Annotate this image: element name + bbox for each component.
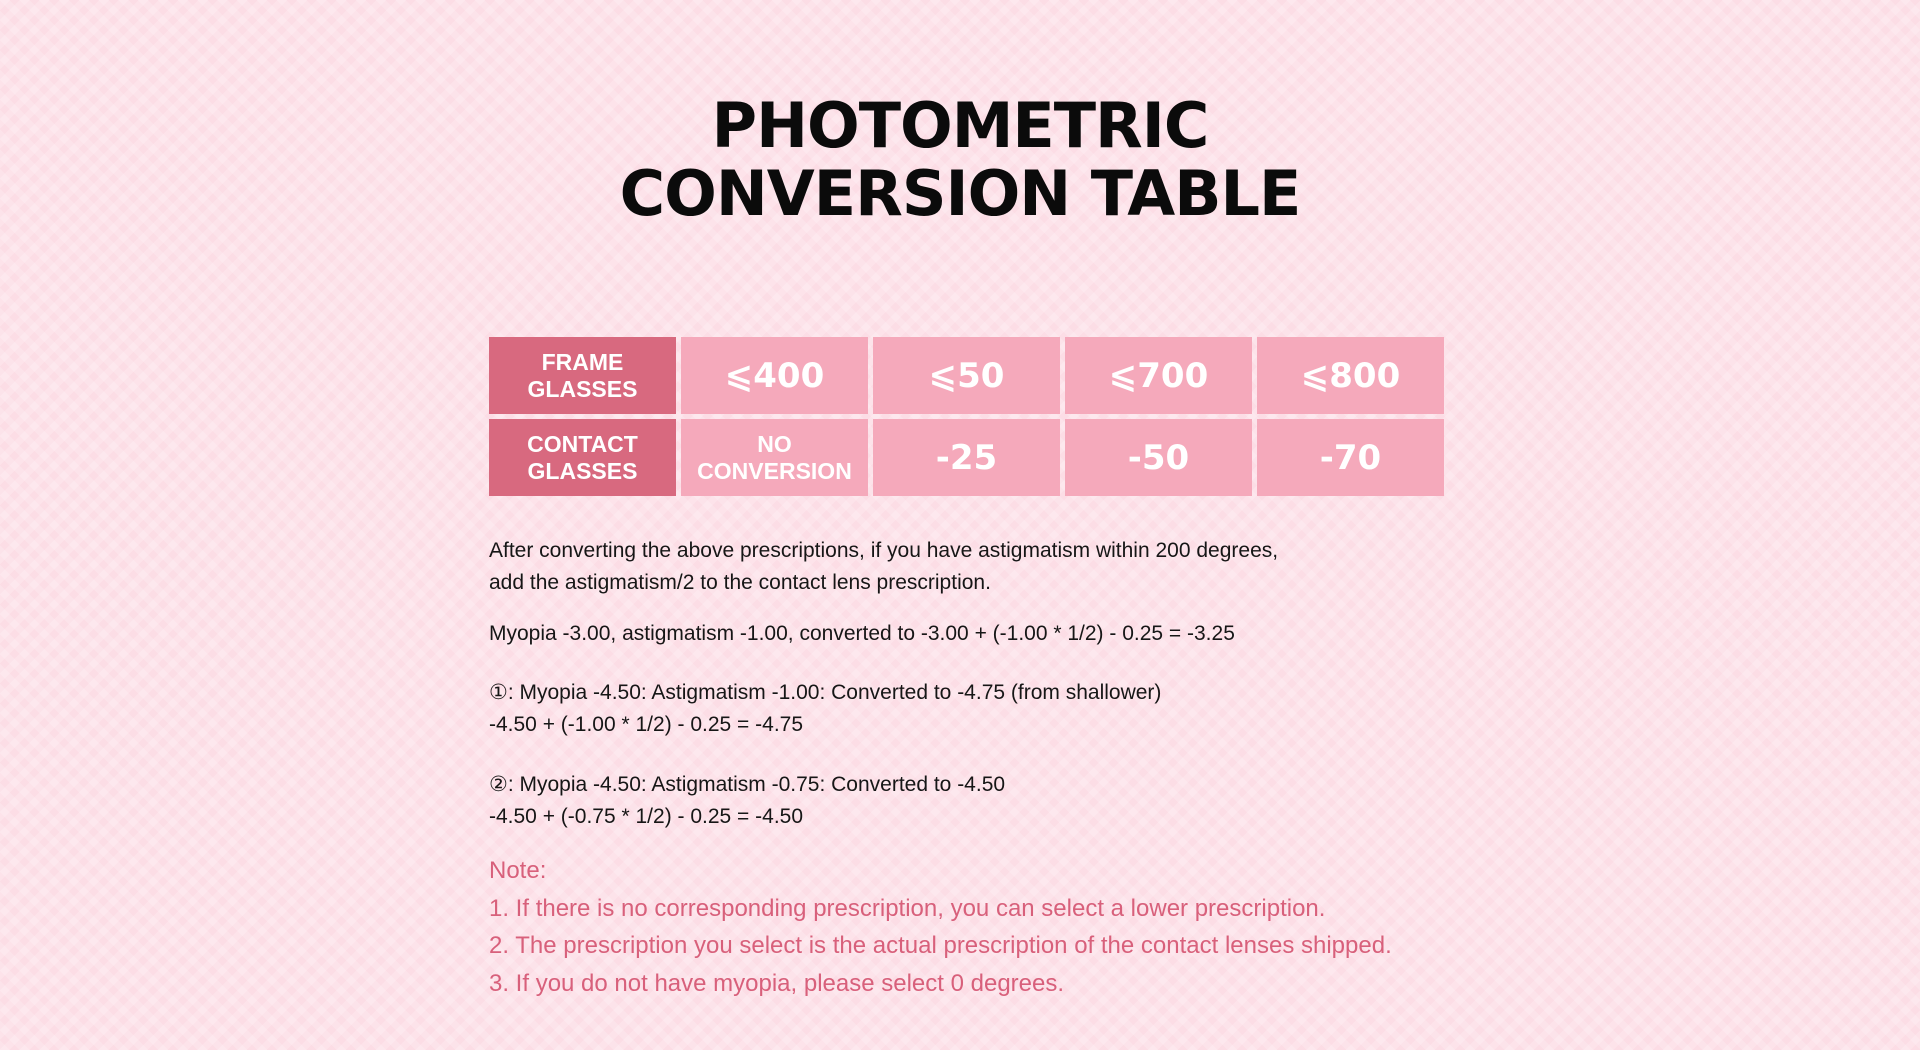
contact-value-cell	[681, 419, 868, 496]
contact-glasses-header	[489, 419, 676, 496]
note-item: 3. If you do not have myopia, please select 0 degrees.	[489, 969, 1065, 997]
note-item: 2. The prescription you select is the actual prescription of the contact lenses shipped.	[489, 932, 1392, 959]
contact-value-cell: -50	[1065, 419, 1252, 496]
conversion-table	[489, 337, 1444, 496]
title-line-2: CONVERSION TABLE	[619, 157, 1301, 230]
frame-value-cell: ⩽800	[1257, 337, 1444, 414]
frame-value-cell: ⩽400	[681, 337, 868, 414]
title-line-1: PHOTOMETRIC	[711, 89, 1209, 162]
example-line: ②: Myopia -4.50: Astigmatism -0.75: Converted to -4.50	[489, 773, 1006, 796]
note-section	[489, 852, 1689, 1002]
frame-value-cell: ⩽700	[1065, 337, 1252, 414]
cell-text: CONVERSION	[697, 457, 852, 484]
example-1	[489, 677, 1589, 741]
header-text: GLASSES	[527, 375, 638, 402]
header-text: GLASSES	[527, 457, 638, 484]
explanation-example	[489, 618, 1589, 650]
example-line: Myopia -3.00, astigmatism -1.00, converted to -3.00 + (-1.00 * 1/2) - 0.25 = -3.25	[489, 622, 1235, 645]
header-text: FRAME	[541, 348, 624, 375]
cell-text: NO	[757, 430, 792, 457]
note-heading: Note:	[489, 857, 547, 884]
frame-value-cell: ⩽50	[873, 337, 1060, 414]
frame-glasses-header	[489, 337, 676, 414]
example-2	[489, 769, 1589, 833]
explanation-paragraph	[489, 535, 1589, 599]
example-line: -4.50 + (-0.75 * 1/2) - 0.25 = -4.50	[489, 805, 804, 828]
contact-value-cell: -70	[1257, 419, 1444, 496]
header-text: CONTACT	[527, 430, 638, 457]
example-line: ①: Myopia -4.50: Astigmatism -1.00: Converted to -4.75 (from shallower)	[489, 681, 1162, 704]
explanation-line: After converting the above prescriptions, if you have astigmatism within 200 degrees,	[489, 539, 1279, 562]
page-title	[0, 89, 1920, 230]
contact-value-cell: -25	[873, 419, 1060, 496]
note-item: 1. If there is no corresponding prescription, you can select a lower prescription.	[489, 894, 1326, 922]
explanation-line: add the astigmatism/2 to the contact lens prescription.	[489, 571, 991, 594]
example-line: -4.50 + (-1.00 * 1/2) - 0.25 = -4.75	[489, 713, 804, 736]
